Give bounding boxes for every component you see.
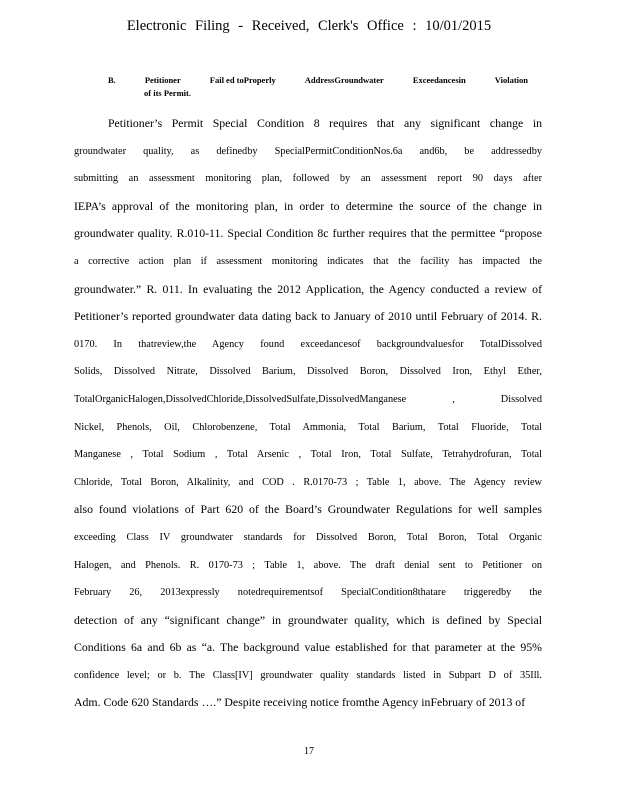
body-paragraph — [74, 110, 542, 717]
text-line: confidence level; or b. The Class[IV] groundwater quality standards listed in Subpart D of 35Ill. — [74, 669, 542, 681]
text-line: Petitioner’s reported groundwater data dating back to January of 2010 until February of 2014. R. — [74, 309, 542, 324]
text-line: Petitioner’s Permit Special Condition 8 requires that any significant change in — [108, 116, 542, 130]
text-line: also found violations of Part 620 of the Board’s Groundwater Regulations for well samples — [74, 502, 542, 517]
heading-word: AddressGroundwater — [304, 75, 384, 85]
text-line: Conditions 6a and 6b as “a. The background value established for that parameter at the 95% — [74, 640, 542, 655]
text-line: groundwater quality. R.010-11. Special Condition 8c further requires that the permittee “propose — [74, 226, 542, 241]
text-line: February 26, 2013expressly notedrequirementsof SpecialCondition8thatare triggeredby the — [74, 587, 542, 599]
heading-word: Violation — [494, 75, 528, 85]
text-line: TotalOrganicHalogen,DissolvedChloride,DissolvedSulfate,DissolvedManganese , Dissolved — [74, 393, 542, 405]
text-line: exceeding Class IV groundwater standards for Dissolved Boron, Total Boron, Total Organic — [74, 531, 542, 543]
heading-word: Fail ed toProperly — [209, 75, 276, 85]
section-heading — [108, 74, 528, 100]
text-line: Solids, Dissolved Nitrate, Dissolved Barium, Dissolved Boron, Dissolved Iron, Ethyl Ether, — [74, 366, 542, 378]
text-line: Chloride, Total Boron, Alkalinity, and COD . R.0170-73 ; Table 1, above. The Agency review — [74, 476, 542, 488]
text-line: Adm. Code 620 Standards ….” Despite receiving notice fromthe Agency inFebruary of 2013 of — [74, 695, 526, 710]
page-number: 17 — [304, 746, 314, 757]
text-line: IEPA’s approval of the monitoring plan, in order to determine the source of the change in — [74, 198, 542, 213]
section-label: B. — [108, 75, 116, 85]
text-line: Halogen, and Phenols. R. 0170-73 ; Table 1, above. The draft denial sent to Petitioner on — [74, 559, 542, 571]
text-line: Manganese , Total Sodium , Total Arsenic , Total Iron, Total Sulfate, Tetrahydrofuran, Total — [74, 449, 542, 461]
heading-word: Petitioner — [144, 75, 181, 85]
text-line: 0170. In thatreview,the Agency found exceedancesof backgroundvaluesfor TotalDissolved — [74, 338, 542, 350]
text-line: Nickel, Phenols, Oil, Chlorobenzene, Total Ammonia, Total Barium, Total Fluoride, Total — [74, 421, 542, 433]
text-line: groundwater.” R. 011. In evaluating the 2012 Application, the Agency conducted a review of — [74, 281, 542, 296]
filing-stamp-header: Electronic Filing - Received, Clerk's Office : 10/01/2015 — [126, 18, 492, 34]
text-line: detection of any “significant change” in groundwater quality, which is defined by Special — [74, 612, 542, 627]
text-line: a corrective action plan if assessment monitoring indicates that the facility has impacted the — [74, 255, 542, 267]
section-heading-line-2: of its Permit. — [144, 88, 191, 98]
section-heading-line-1 — [108, 74, 528, 87]
text-line: groundwater quality, as definedby SpecialPermitConditionNos.6a and6b, be addressedby — [74, 145, 542, 157]
heading-word: Exceedancesin — [412, 75, 466, 85]
text-line: submitting an assessment monitoring plan, followed by an assessment report 90 days after — [74, 173, 542, 185]
